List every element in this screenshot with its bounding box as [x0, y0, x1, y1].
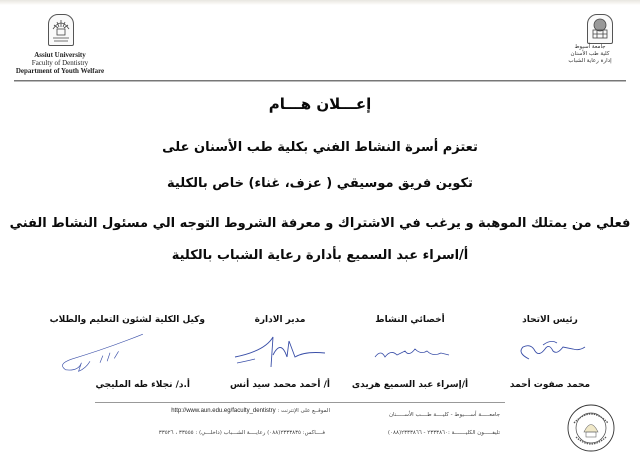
announcement-line: تكوين فريق موسيقي ( عزف، غناء) خاص بالكلية	[167, 176, 473, 191]
header-divider	[14, 80, 626, 81]
website-link[interactable]: http://www.aun.edu.eg/faculty_dentistry	[171, 408, 276, 414]
footer-fax: فــــاكس: ٢٣٣٣٨٣٥(٠٨٨) رعايــــة الشـــباب (داخلـــي) : ٣٣٥٥٥ ، ٣٣٥٢٦	[158, 430, 325, 436]
announcement-line: تعتزم أسرة النشاط الفني بكلية طب الأسنان على	[162, 140, 478, 155]
department-name: Department of Youth Welfare	[15, 67, 105, 75]
faculty-name: Faculty of Dentistry	[31, 59, 89, 67]
website-label: الموقــع على الإنترنت :	[277, 408, 330, 414]
signature-block-union-president	[495, 315, 605, 390]
signature-block-vice-dean	[20, 315, 230, 390]
university-seal-icon	[566, 403, 616, 453]
signatory-title: رئيس الاتحاد	[522, 315, 578, 325]
signatory-name: أ/إسراء عبد السميع هريدى	[351, 380, 469, 390]
signature-scribble-icon	[345, 327, 475, 377]
signature-scribble-icon	[225, 327, 335, 377]
scan-edge	[0, 0, 640, 5]
arabic-letterhead	[555, 44, 625, 65]
signature-scribble-icon	[495, 327, 605, 377]
signatory-title: مدير الادارة	[254, 315, 306, 325]
university-logo-icon	[587, 14, 613, 44]
announcement-title: إعـــلان هـــام	[268, 95, 372, 113]
footer-phone: تليفـــــون الكليـــــــة :٢٣٣٣٨٦٠ - ٢٣٣٣٨٦٦(٠٨٨)	[387, 430, 500, 436]
footer-website	[120, 408, 330, 414]
signature-block-activity-specialist	[345, 315, 475, 390]
announcement-line: أ/اسراء عبد السميع بأدارة رعاية الشباب بالكلية	[171, 248, 469, 263]
signatory-name: محمد صفوت أحمد	[509, 380, 591, 390]
signature-scribble-icon	[20, 327, 230, 377]
signatory-title: وكيل الكلية لشئون التعليم والطلاب	[49, 315, 205, 325]
university-name: Assiut University	[34, 51, 86, 59]
signatory-name: أ.د/ نجلاء طه المليجي	[95, 380, 190, 390]
footer-address: جامعـــــة أســــيوط - كليــــة طــــب الأســـــنان	[389, 412, 500, 418]
signature-block-administration-director	[225, 315, 335, 390]
university-name-ar: جامعة أسيوط	[574, 44, 606, 50]
footer-divider	[95, 402, 505, 403]
english-letterhead	[10, 51, 110, 75]
signatory-title: أخصائي النشاط	[375, 315, 445, 325]
faculty-name-ar: كلية طب الأسنان	[570, 51, 610, 57]
announcement-line: فعلي من يمتلك الموهبة و يرغب في الاشتراك و معرفة الشروط التوجه الي مسئول النشاط الفني	[9, 216, 631, 231]
university-logo-icon	[48, 14, 74, 46]
signatory-name: أ/ أحمد محمد سيد أنس	[230, 380, 330, 390]
department-name-ar: إدارة رعاية الشباب	[568, 58, 612, 64]
